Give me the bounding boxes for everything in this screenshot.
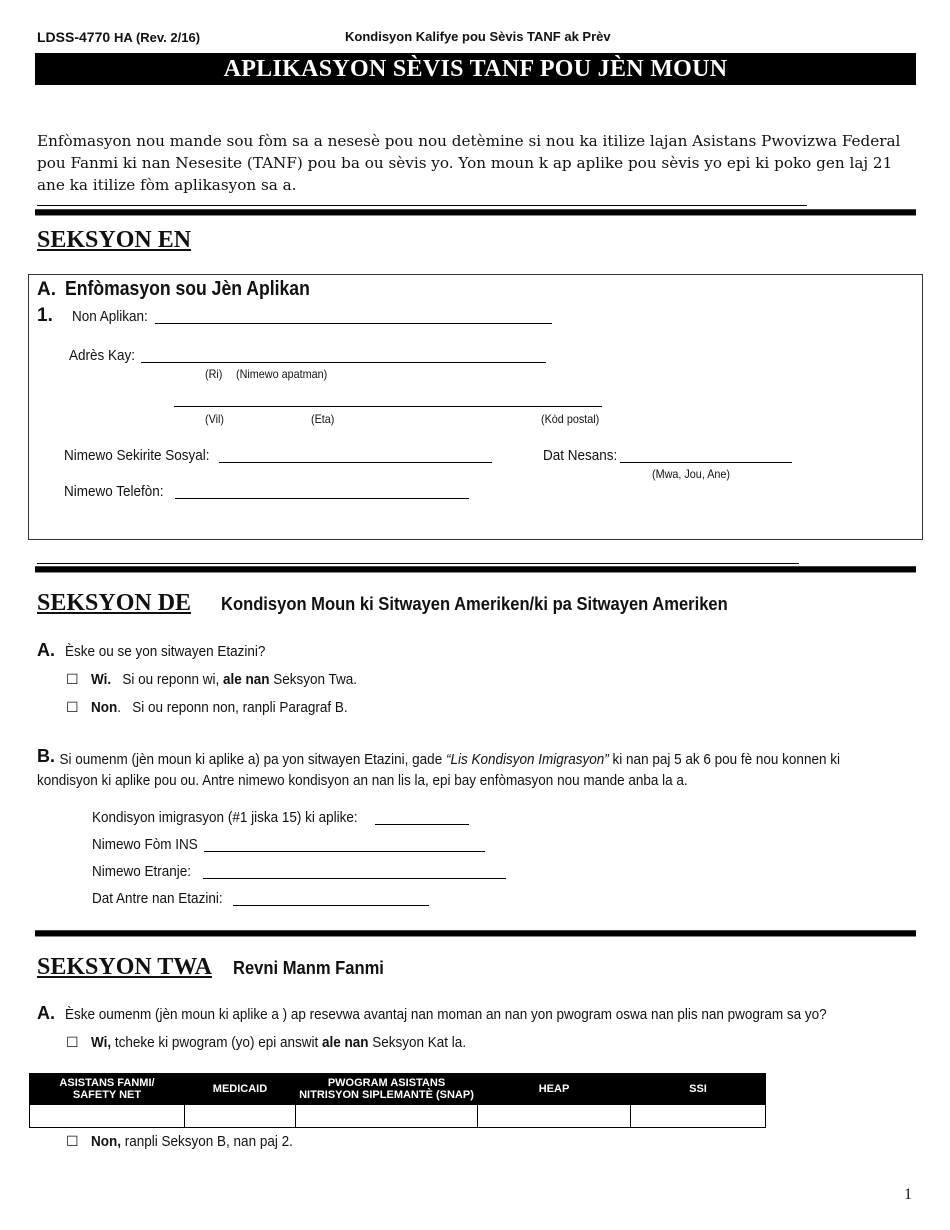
yes-text-1: Si ou reponn wi, (122, 671, 220, 688)
program-header-ssi (631, 1074, 766, 1105)
form-revision: HA (Rev. 2/16) (114, 30, 201, 45)
s3-a-question: Èske oumenm (jèn moun ki aplike a ) ap resevwa avantaj nan moman an nan yon pwogram oswa nan plis nan pwogram sa yo? (65, 1006, 827, 1023)
intro-paragraph: Enfòmasyon nou mande sou fòm sa a nesesè pou nou detèmine si nou ka itilize lajan Asistans Pwovizwa Federal pou Fanmi ki nan Nesesite (TANF) pou ba ou sèvis yo. Yon moun k ap aplike pou sèvis yo epi ki poko gen laj 21 ane ka itilize fòm aplikasyon sa a. (37, 132, 901, 194)
phone-label: Nimewo Telefòn: (64, 483, 164, 500)
section-three-subtitle-wrap (233, 958, 397, 979)
applicant-name-field[interactable] (155, 323, 552, 324)
form-id-number: LDSS-4770 (37, 29, 111, 45)
entry-date-field[interactable] (233, 905, 429, 906)
home-address-label: Adrès Kay: (69, 347, 136, 364)
section-three-subtitle: Revni Manm Fanmi (233, 958, 384, 978)
yes-label: Wi. (91, 671, 112, 688)
part-a-title: Enfòmasyon sou Jèn Aplikan (65, 278, 310, 300)
s3-yes-text-1: tcheke ki pwogram (yo) epi answit (114, 1034, 319, 1051)
section-rule (35, 209, 916, 215)
s3-no-text: ranpli Seksyon B, nan paj 2. (124, 1133, 293, 1150)
page-number: 1 (904, 1186, 912, 1203)
no-text: . Si ou reponn non, ranpli Paragraf B. (117, 699, 348, 716)
programs-table (29, 1073, 766, 1128)
section-two-subtitle: Kondisyon Moun ki Sitwayen Ameriken/ki pa Sitwayen Ameriken (221, 594, 728, 614)
citizen-no-text (91, 699, 348, 716)
no-label: Non (91, 699, 118, 716)
yes-bold: ale nan (222, 671, 270, 688)
dob-field[interactable] (620, 462, 792, 463)
citizen-yes-text (91, 671, 357, 688)
b-italic: “Lis Kondisyon Imigrasyon” (445, 751, 609, 768)
ins-number-field[interactable] (204, 851, 485, 852)
section-two-title: SEKSYON DE (37, 590, 192, 616)
b-text-2: ki nan paj 5 ak 6 pou fè nou konnen ki kondisyon ki aplike pou ou. Antre nimewo kondisyon an nan lis la, epi bay enfòmasyon nou mande anba la a. (37, 751, 840, 789)
s3-yes-text-2: Seksyon Kat la. (372, 1034, 467, 1051)
phone-field[interactable] (175, 498, 469, 499)
program-header-heap (478, 1074, 631, 1105)
citizen-no-checkbox[interactable]: ☐ (66, 699, 79, 715)
section-two-subtitle-wrap (221, 594, 772, 615)
dob-hint: (Mwa, Jou, Ane) (652, 467, 731, 481)
s3-yes-label: Wi, (91, 1034, 112, 1051)
s2-b-paragraph (37, 749, 892, 791)
program-header-snap (296, 1074, 478, 1105)
street-address-field[interactable] (141, 362, 546, 363)
program-header-medicaid (185, 1074, 296, 1105)
program-check-family-assistance[interactable] (30, 1105, 185, 1128)
programs-header-row (30, 1074, 766, 1105)
benefits-no-checkbox[interactable]: ☐ (66, 1133, 79, 1149)
applicant-name-label: Non Aplikan: (72, 308, 148, 325)
alien-number-label: Nimewo Etranje: (92, 863, 192, 880)
programs-check-row (30, 1105, 766, 1128)
part-a-letter: A. (37, 279, 56, 300)
immigration-status-field[interactable] (375, 824, 469, 825)
section-rule (35, 566, 916, 572)
s2-a-letter: A. (37, 640, 55, 660)
dob-label: Dat Nesans: (543, 447, 618, 464)
form-banner-title: APLIKASYON SÈVIS TANF POU JÈN MOUN (35, 53, 916, 85)
program-check-ssi[interactable] (631, 1105, 766, 1128)
ssn-field[interactable] (219, 462, 492, 463)
alien-number-field[interactable] (203, 878, 506, 879)
s3-yes-bold: ale nan (321, 1034, 369, 1051)
header-line: SAFETY NET (72, 1089, 142, 1101)
zip-hint: (Kòd postal) (541, 412, 600, 426)
section-three-title: SEKSYON TWA (37, 954, 212, 980)
s3-a-letter: A. (37, 1003, 55, 1023)
program-check-medicaid[interactable] (185, 1105, 296, 1128)
form-id (37, 29, 200, 45)
program-check-snap[interactable] (296, 1105, 478, 1128)
entry-date-label: Dat Antre nan Etazini: (92, 890, 223, 907)
header-line: NITRISYON SIPLEMANTÈ (SNAP) (299, 1089, 474, 1101)
divider (37, 563, 799, 564)
header-line: MEDICAID (212, 1083, 268, 1095)
section-rule (35, 930, 916, 936)
immigration-status-label: Kondisyon imigrasyon (#1 jiska 15) ki aplike: (92, 809, 358, 826)
state-hint: (Eta) (311, 412, 335, 426)
divider (37, 205, 807, 206)
program-check-heap[interactable] (478, 1105, 631, 1128)
header-line: SSI (689, 1083, 707, 1095)
s2-b-letter: B. (37, 746, 55, 766)
benefits-yes-text (91, 1034, 466, 1051)
section-one-title: SEKSYON EN (37, 227, 192, 253)
yes-text-2: Seksyon Twa. (273, 671, 358, 688)
header-center-title: Kondisyon Kalifye pou Sèvis TANF ak Prèv (345, 29, 611, 44)
citizen-yes-checkbox[interactable]: ☐ (66, 671, 79, 687)
header-line: ASISTANS FANMI/ (59, 1077, 155, 1089)
ssn-label: Nimewo Sekirite Sosyal: (64, 447, 210, 464)
header-line: PWOGRAM ASISTANS (327, 1077, 446, 1089)
b-text-1: Si oumenm (jèn moun ki aplike a) pa yon sitwayen Etazini, gade (59, 751, 443, 768)
ins-number-label: Nimewo Fòm INS (92, 836, 198, 853)
item-number: 1. (37, 305, 53, 326)
benefits-yes-checkbox[interactable]: ☐ (66, 1034, 79, 1050)
header-line: HEAP (538, 1083, 570, 1095)
s2-a-question: Èske ou se yon sitwayen Etazini? (65, 643, 266, 660)
street-hint: (Ri) (205, 367, 223, 381)
city-hint: (Vil) (205, 412, 225, 426)
applicant-info-box (28, 274, 923, 540)
city-state-zip-field[interactable] (174, 406, 602, 407)
s3-no-label: Non, (91, 1133, 121, 1150)
apartment-hint: (Nimewo apatman) (236, 367, 328, 381)
program-header-family-assistance (30, 1074, 185, 1105)
benefits-no-text (91, 1133, 293, 1150)
